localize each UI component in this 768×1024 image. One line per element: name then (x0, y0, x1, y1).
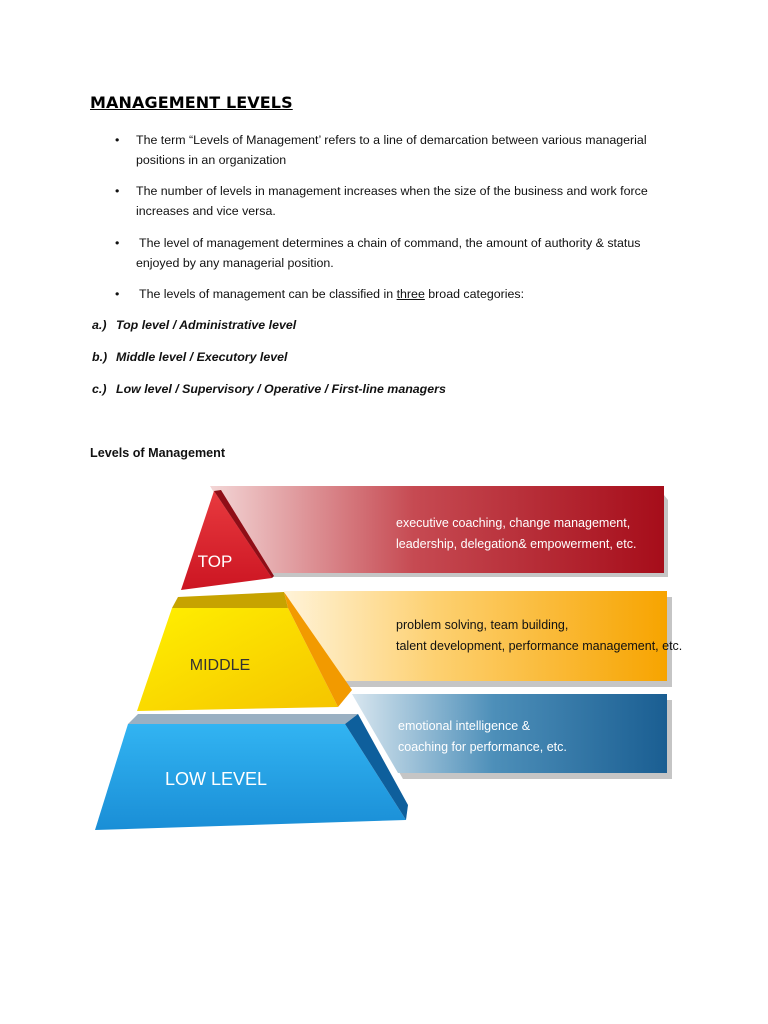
page-title: MANAGEMENT LEVELS (90, 93, 293, 112)
bullet-marker: • (115, 133, 120, 147)
top-band-desc-line: executive coaching, change management, (396, 516, 631, 530)
bullet-text-line: positions in an organization (136, 153, 287, 167)
bullet-marker: • (115, 236, 120, 250)
bullet-marker: • (115, 184, 120, 198)
middle-band-desc-line: problem solving, team building, (396, 618, 569, 632)
bullet-text-line: The term “Levels of Management’ refers to a line of demarcation between various managerial (136, 133, 647, 147)
bullet-text-line: The number of levels in management increases when the size of the business and work force (136, 184, 648, 198)
low-band-desc-line: coaching for performance, etc. (398, 740, 567, 754)
category-letter: a.) (92, 318, 107, 332)
bullet-text-line: enjoyed by any managerial position. (136, 256, 334, 270)
underlined-word: three (396, 287, 425, 301)
category-text: Middle level / Executory level (116, 350, 288, 364)
bullet-text-line: increases and vice versa. (136, 204, 276, 218)
bullet-text-post: broad categories: (424, 287, 525, 301)
category-text: Low level / Supervisory / Operative / First-line managers (116, 382, 446, 396)
top-band-desc-line: leadership, delegation& empowerment, etc. (396, 537, 637, 551)
tier-label-low: LOW LEVEL (164, 769, 268, 789)
bullet-text-line: The level of management determines a chain of command, the amount of authority & status (139, 236, 641, 250)
tier-label-top: TOP (197, 552, 233, 571)
low-band-desc-line: emotional intelligence & (398, 719, 531, 733)
low-band (352, 694, 672, 779)
middle-band-desc-line: talent development, performance management, etc. (396, 639, 683, 653)
category-letter: c.) (92, 382, 107, 396)
tier-label-middle: MIDDLE (189, 657, 251, 674)
category-text: Top level / Administrative level (116, 318, 297, 332)
top-band (210, 486, 668, 577)
figure-caption: Levels of Management (90, 446, 226, 460)
bullet-marker: • (115, 287, 120, 301)
category-letter: b.) (92, 350, 108, 364)
bullet-text-pre: The levels of management can be classified in (139, 287, 397, 301)
